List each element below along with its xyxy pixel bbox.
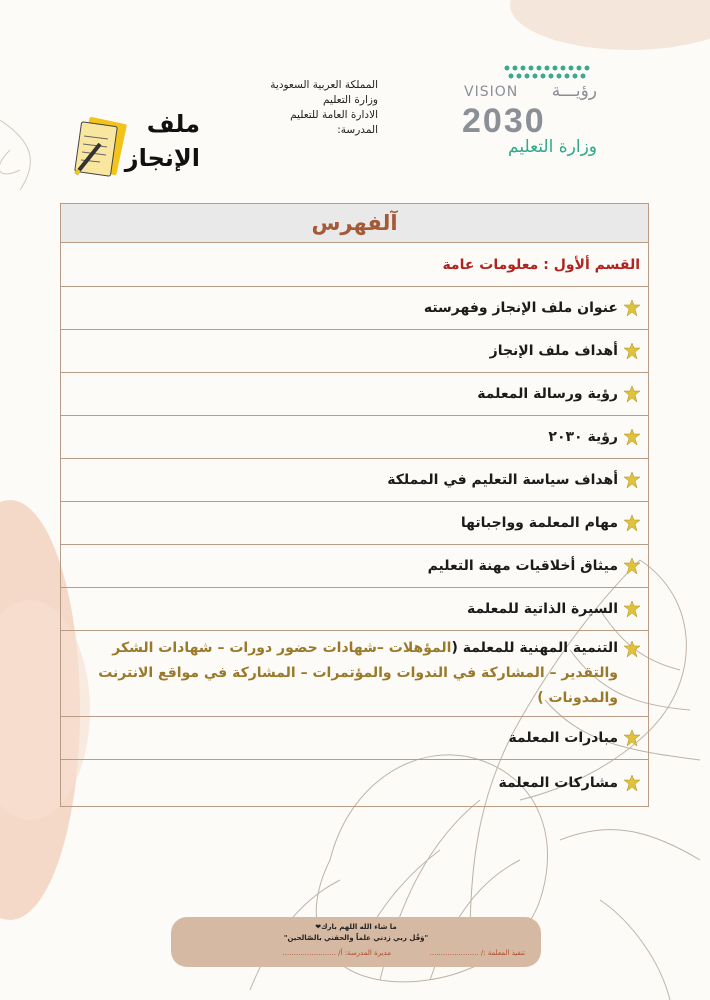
toc-item — [61, 545, 648, 588]
toc-item-text: أهداف ملف الإنجاز — [489, 343, 618, 359]
star-bullet-icon — [624, 775, 640, 791]
star-bullet-icon — [624, 472, 640, 488]
star-bullet-icon — [624, 343, 640, 359]
star-bullet-icon — [624, 386, 640, 402]
star-bullet-icon — [624, 558, 640, 574]
header-line-administration: الادارة العامة للتعليم — [290, 109, 378, 121]
toc-item — [61, 287, 648, 330]
toc-item-text: رؤية ٢٠٣٠ — [548, 429, 618, 445]
toc-item — [61, 760, 648, 806]
header-text-block — [238, 78, 378, 138]
teacher-signature: تنفيذ المعلمة :/ ...................... — [429, 949, 525, 957]
development-detail: المؤهلات –شهادات حضور دورات – شهادات الشكر والتقدير – المشاركة في الندوات والمؤتمرات – المشاركة في مواقع الانترنت والمدونات ) — [98, 640, 618, 706]
star-bullet-icon — [624, 515, 640, 531]
section-heading-text: القسم ألأول : معلومات عامة — [442, 256, 640, 273]
vision-2030-logo — [462, 64, 597, 159]
toc-item — [61, 588, 648, 631]
roya-text: رؤيـــة — [551, 81, 597, 101]
toc-item-text: أهداف سياسة التعليم في المملكة — [387, 472, 618, 488]
star-bullet-icon — [624, 300, 640, 316]
portfolio-title-line2: الإنجاز — [124, 144, 200, 172]
background-blob — [510, 0, 710, 50]
toc-item — [61, 459, 648, 502]
star-bullet-icon — [624, 641, 640, 657]
portfolio-title-line1: ملف — [146, 110, 200, 138]
toc-item — [61, 717, 648, 760]
footer-blessing: ما شاء الله اللهم بارك❤ — [315, 923, 397, 931]
toc-item-text: مبادرات المعلمة — [508, 730, 618, 746]
toc-item-professional-development — [61, 631, 648, 717]
development-lead: التنمية المهنية للمعلمة ( — [451, 640, 618, 656]
toc-item — [61, 502, 648, 545]
toc-section-heading — [61, 243, 648, 287]
folder-pencil-icon — [70, 114, 128, 180]
star-bullet-icon — [624, 429, 640, 445]
vision-text: VISION — [464, 84, 519, 100]
portfolio-title-block — [70, 110, 210, 190]
toc-item-text: السيرة الذاتية للمعلمة — [467, 601, 618, 617]
star-bullet-icon — [624, 601, 640, 617]
toc-item-text: ميثاق أخلاقيات مهنة التعليم — [427, 558, 618, 574]
toc-item — [61, 330, 648, 373]
footer-verse: "وَقُل ربي زدني علماً والحقني بالصّالحين" — [283, 934, 429, 942]
star-bullet-icon — [624, 730, 640, 746]
toc-item-text — [69, 636, 618, 711]
toc-item — [61, 373, 648, 416]
toc-item-text: عنوان ملف الإنجاز وفهرسته — [423, 300, 618, 316]
table-of-contents — [60, 203, 649, 807]
vision-year: 2030 — [462, 102, 546, 140]
ministry-name: وزارة التعليم — [508, 137, 597, 157]
header-line-ministry: وزارة التعليم — [323, 94, 378, 106]
toc-item — [61, 416, 648, 459]
footer-box — [171, 917, 541, 967]
toc-item-text: مشاركات المعلمة — [498, 775, 618, 791]
principal-signature: مديرة المدرسة: أ/ ........................ — [282, 949, 391, 957]
header-line-school: المدرسة: — [337, 124, 378, 136]
header-line-country: المملكة العربية السعودية — [270, 79, 378, 91]
toc-item-text: رؤية ورسالة المعلمة — [477, 386, 618, 402]
toc-item-text: مهام المعلمة وواجباتها — [460, 515, 618, 531]
vision-dots-icon — [502, 64, 597, 82]
toc-title: آلفهرس — [61, 204, 648, 243]
